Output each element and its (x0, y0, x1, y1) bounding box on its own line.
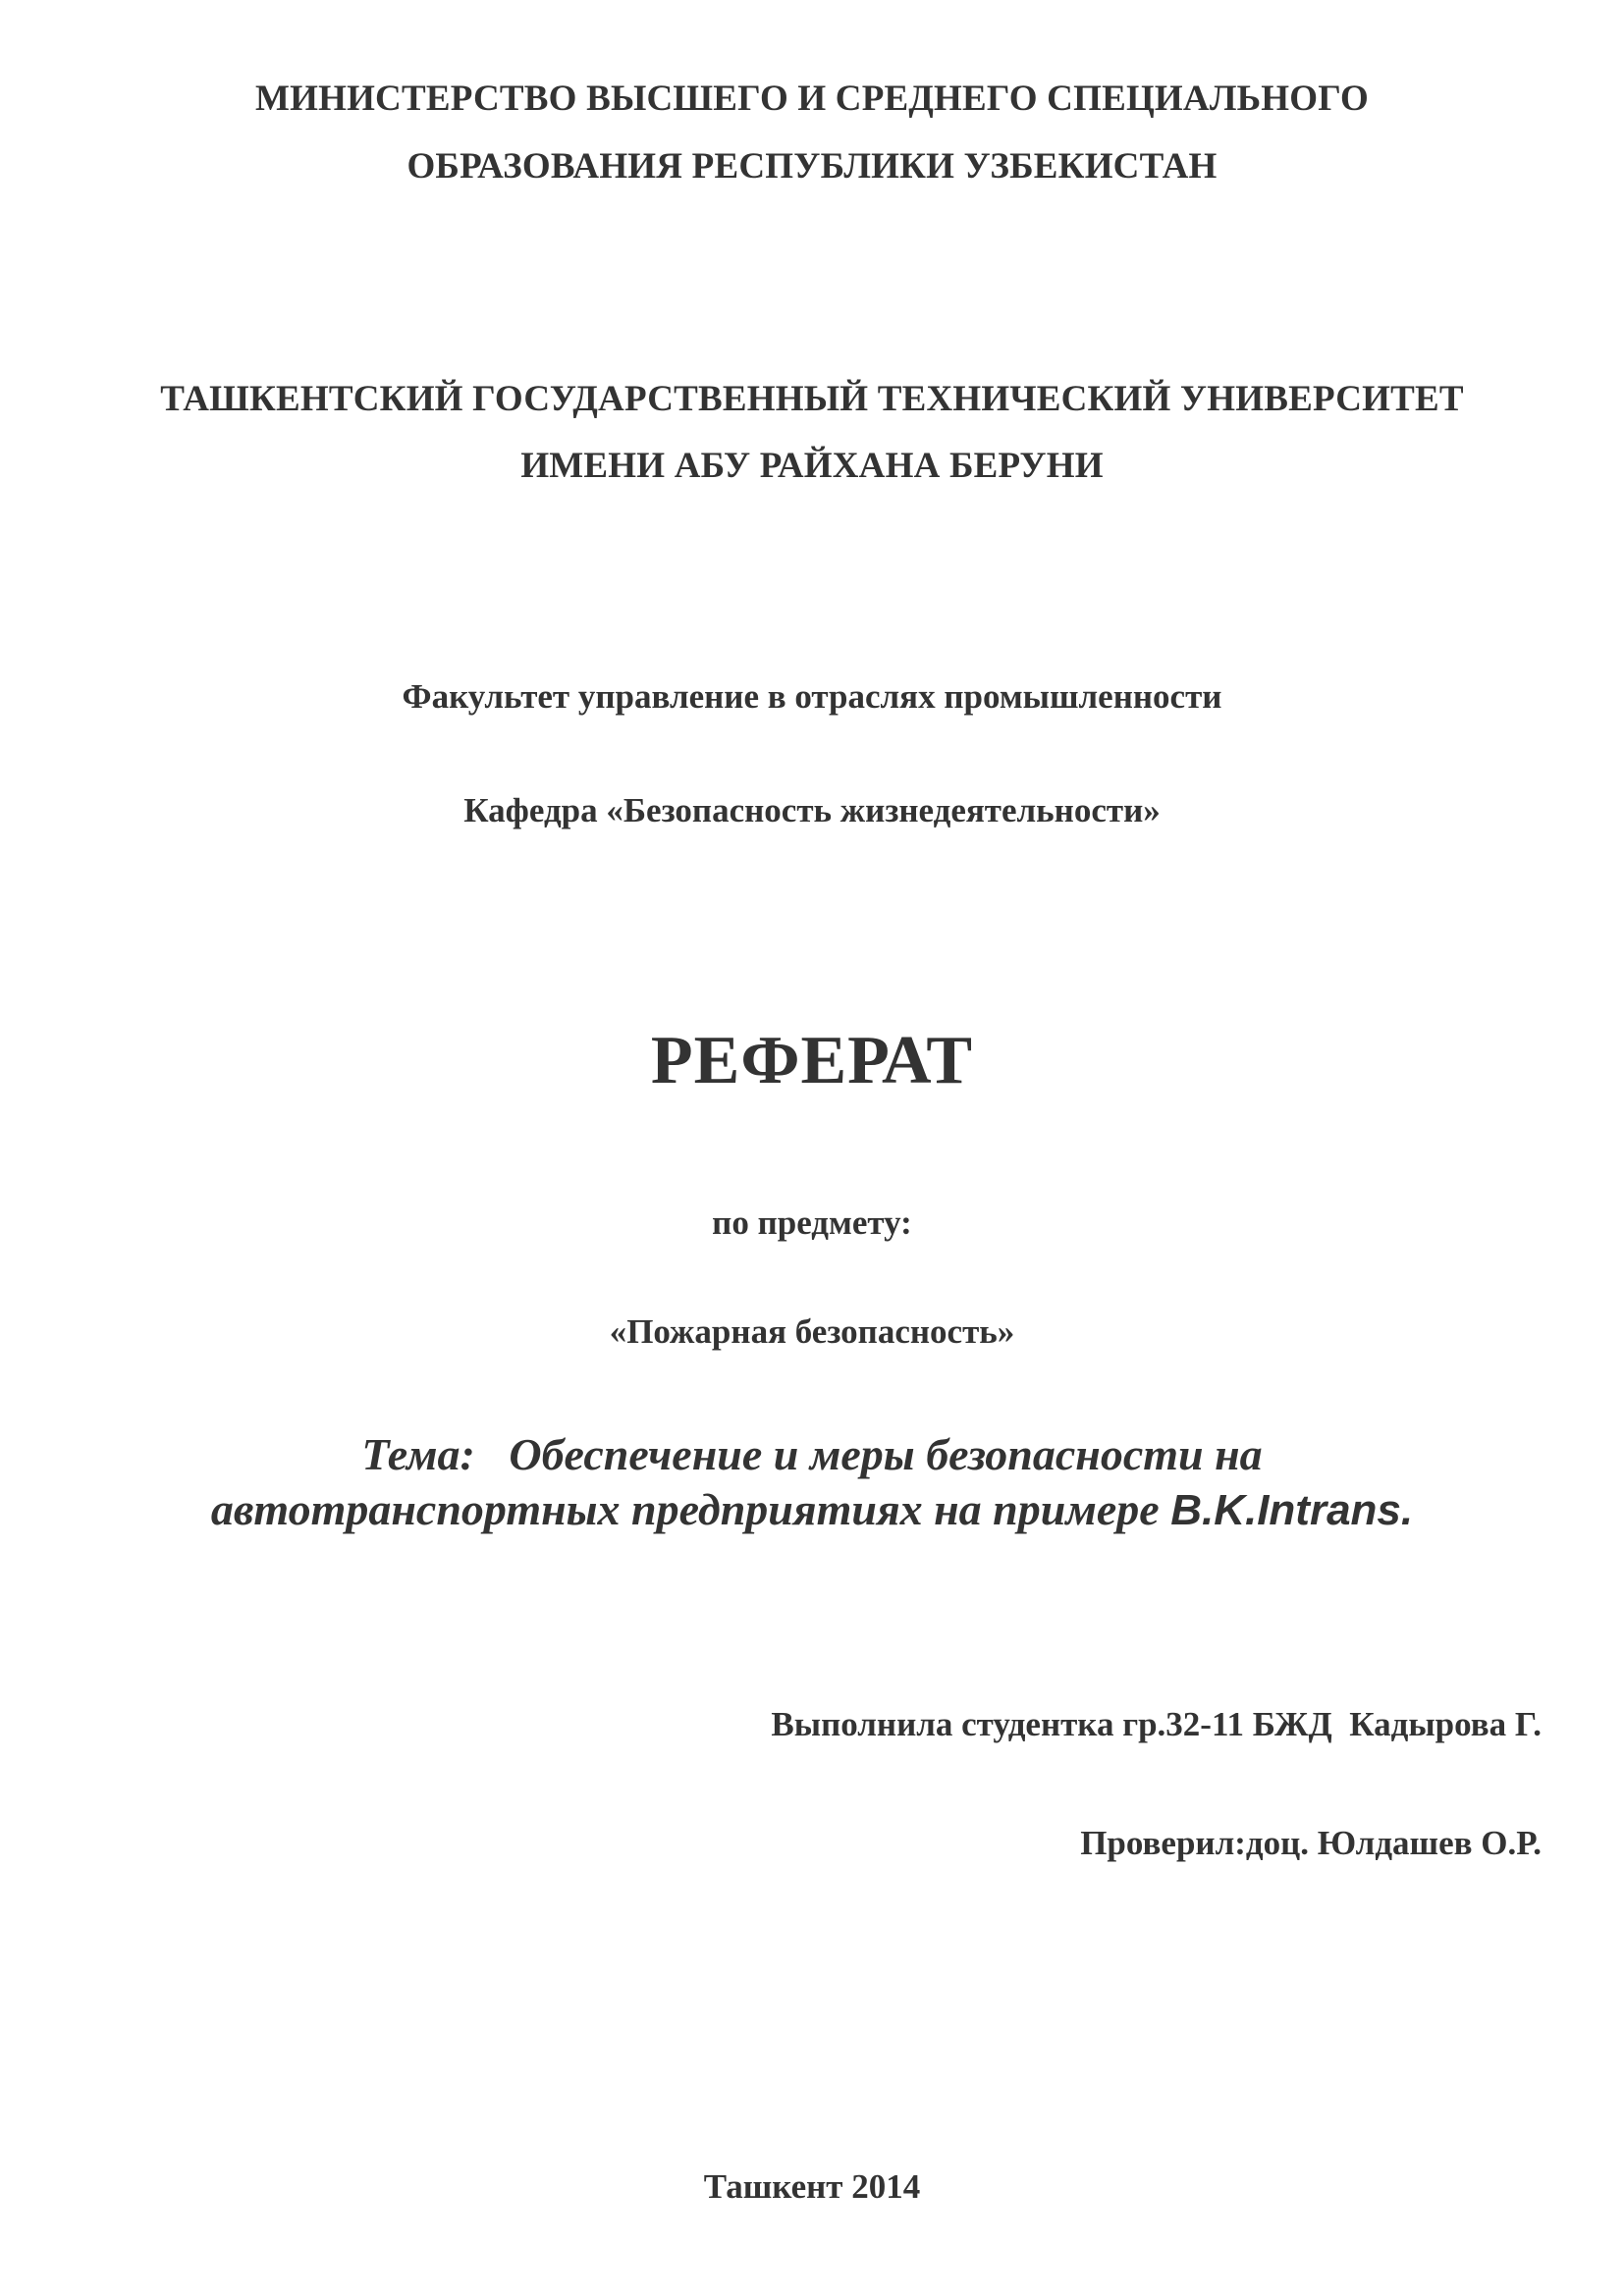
topic-line-2-company: B.K.Intrans. (1170, 1486, 1414, 1534)
topic-line-2 (0, 1484, 1624, 1534)
topic-line-2-cyrillic: автотранспортных предприятиях на примере (210, 1484, 1171, 1534)
department-name: Кафедра «Безопасность жизнедеятельности» (463, 791, 1161, 829)
subject-label: по предмету: (712, 1203, 912, 1242)
faculty-name: Факультет управление в отраслях промышленности (402, 677, 1222, 716)
ministry-line-1: МИНИСТЕРСТВО ВЫСШЕГО И СРЕДНЕГО СПЕЦИАЛЬНОГО (254, 79, 1370, 119)
ministry-line-2: ОБРАЗОВАНИЯ РЕСПУБЛИКИ УЗБЕКИСТАН (406, 146, 1218, 187)
university-line-2: ИМЕНИ АБУ РАЙХАНА БЕРУНИ (520, 446, 1104, 486)
city-year: Ташкент 2014 (703, 2167, 921, 2206)
university-line-1: ТАШКЕНТСКИЙ ГОСУДАРСТВЕННЫЙ ТЕХНИЧЕСКИЙ УНИВЕРСИТЕТ (160, 379, 1464, 419)
document-title: РЕФЕРАТ (650, 1023, 974, 1098)
topic-line-1: Тема: Обеспечение и меры безопасности на (361, 1429, 1263, 1479)
subject-name: «Пожарная безопасность» (609, 1312, 1015, 1351)
author-line: Выполнила студентка гр.32-11 БЖД Кадырова Г. (771, 1705, 1542, 1743)
checker-line: Проверил:доц. Юлдашев О.Р. (1080, 1824, 1542, 1862)
